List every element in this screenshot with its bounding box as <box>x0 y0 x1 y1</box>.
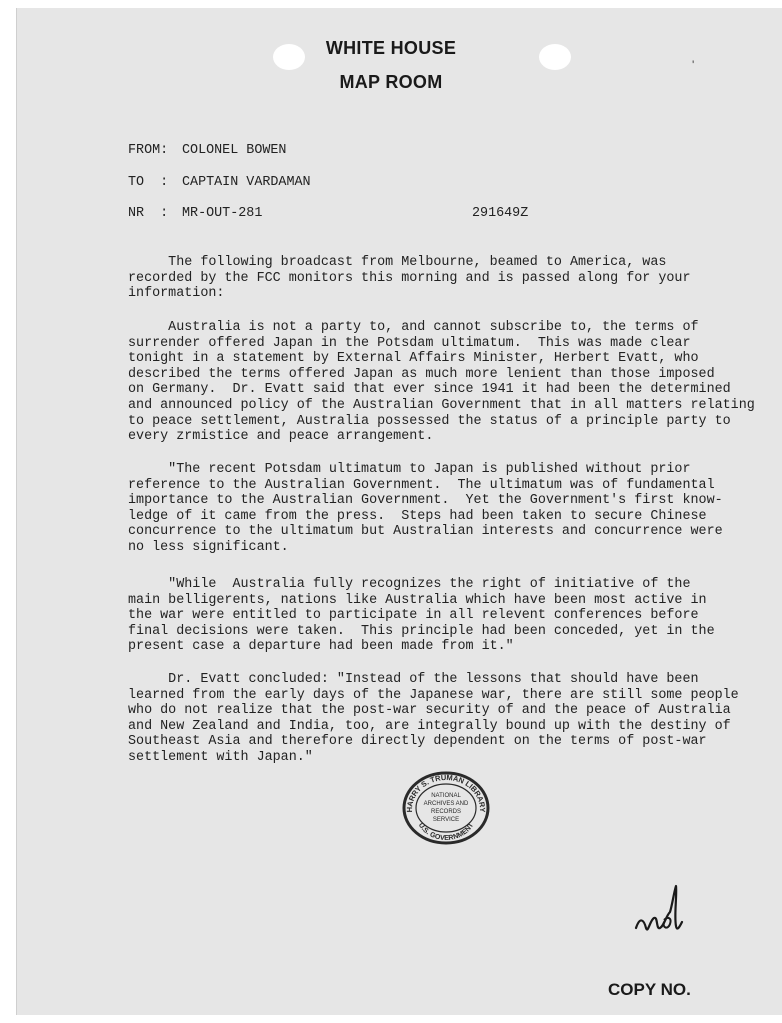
stamp-line-1: NATIONAL <box>431 793 461 799</box>
margin-mark: ' <box>692 58 695 72</box>
copy-number-label: COPY NO. <box>608 980 691 999</box>
stamp-bottom-text: U.S. GOVERNMENT <box>416 821 476 843</box>
paragraph-4: "While Australia fully recognizes the right of initiative of the main belligerents, nations like Australia which have been most active in the war were entitled to participate in all relevent conferences before final decisions were taken. This principle had been conceded, yet in the present case a departure had been made from it." <box>128 577 715 655</box>
to-value: CAPTAIN VARDAMAN <box>182 175 311 190</box>
paragraph-1: The following broadcast from Melbourne, beamed to America, was recorded by the FCC monitors this morning and is passed along for your information: <box>128 255 691 302</box>
stamp-line-2: ARCHIVES AND <box>423 801 469 807</box>
archives-stamp <box>400 770 492 846</box>
from-label: FROM: <box>128 143 169 158</box>
stamp-line-4: SERVICE <box>432 817 460 823</box>
handwritten-initials <box>630 876 690 946</box>
paragraph-2: Australia is not a party to, and cannot subscribe to, the terms of surrender offered Japan in the Potsdam ultimatum. This was made clear tonight in a statement by External Affairs Minister, Herbert Evatt, who described the terms offered Japan as much more lenient than those imposed on Germany. Dr. Evatt said that ever since 1941 it had been the determined and announced policy of the Australian Government that in all matters relating to peace settlement, Australia possessed the status of a principle party to every zrmistice and peace arrangement. <box>128 320 755 445</box>
header-white-house: WHITE HOUSE <box>325 38 457 58</box>
date-time-group: 291649Z <box>472 206 529 221</box>
nr-label: NR : <box>128 206 169 221</box>
paragraph-3: "The recent Potsdam ultimatum to Japan is published without prior reference to the Australian Government. The ultimatum was of fundamental importance to the Australian Government. Yet the Government's first know- ledge of it came from the press. Steps had been taken to secure Chinese concurrence to the ultimatum but Australian interests and concurrence were no less significant. <box>128 462 723 555</box>
stamp-line-3: RECORDS <box>430 809 462 815</box>
from-value: COLONEL BOWEN <box>182 143 287 158</box>
stamp-ring-text: HARRY S. TRUMAN LIBRARY <box>404 772 488 813</box>
header-map-room: MAP ROOM <box>339 72 443 92</box>
nr-value: MR-OUT-281 <box>182 206 263 221</box>
to-label: TO : <box>128 175 169 190</box>
paragraph-5: Dr. Evatt concluded: "Instead of the lessons that should have been learned from the early days of the Japanese war, there are still some people who do not realize that the post-war security of and the peace of Australia and New Zealand and India, too, are integrally bound up with the destiny of Southeast Asia and therefore directly dependent on the terms of post-war settlement with Japan." <box>128 672 739 765</box>
